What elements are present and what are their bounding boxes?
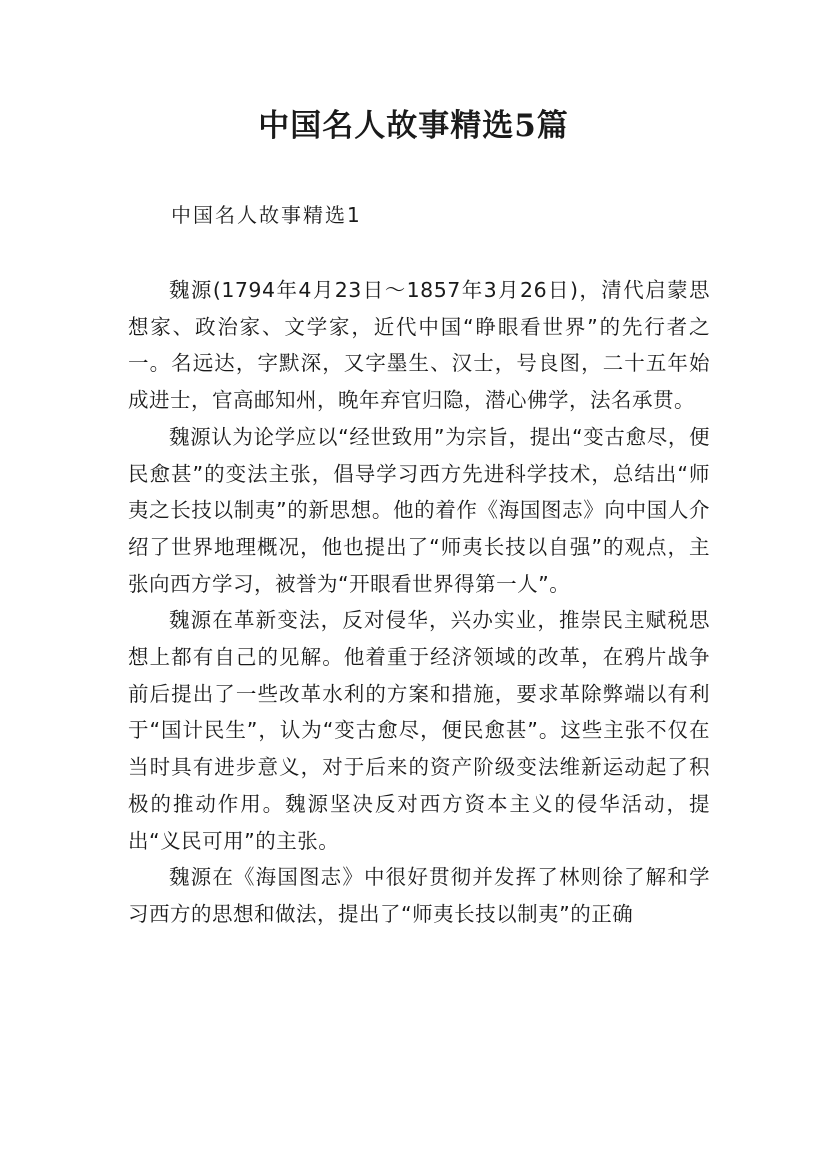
paragraph: 魏源(1794年4月23日～1857年3月26日)，清代启蒙思想家、政治家、文学家，近代中国“睁眼看世界”的先行者之一。名远达，字默深，又字墨生、汉士，号良图，二十五年始成进士，官高邮知州，晚年弃官归隐，潜心佛学，法名承贯。: [128, 278, 710, 413]
document-title: 中国名人故事精选5篇: [258, 108, 569, 144]
paragraph: 魏源认为论学应以“经世致用”为宗旨，提出“变古愈尽，便民愈甚”的变法主张，倡导学习西方先进科学技术，总结出“师夷之长技以制夷”的新思想。他的着作《海国图志》向中国人介绍了世界地理概况，他也提出了“师夷长技以自强”的观点，主张向西方学习，被誉为“开眼看世界得第一人”。: [128, 424, 710, 596]
section-heading: 中国名人故事精选1: [171, 203, 362, 227]
paragraph: 魏源在《海国图志》中很好贯彻并发挥了林则徐了解和学习西方的思想和做法，提出了“师夷长技以制夷”的正确: [128, 865, 710, 926]
document-body: [128, 272, 710, 933]
paragraph: 魏源在革新变法，反对侵华，兴办实业，推崇民主赋税思想上都有自己的见解。他着重于经济领域的改革，在鸦片战争前后提出了一些改革水利的方案和措施，要求革除弊端以有利于“国计民生”，认为“变古愈尽，便民愈甚”。这些主张不仅在当时具有进步意义，对于后来的资产阶级变法维新运动起了积极的推动作用。魏源坚决反对西方资本主义的侵华活动，提出“义民可用”的主张。: [128, 608, 710, 853]
